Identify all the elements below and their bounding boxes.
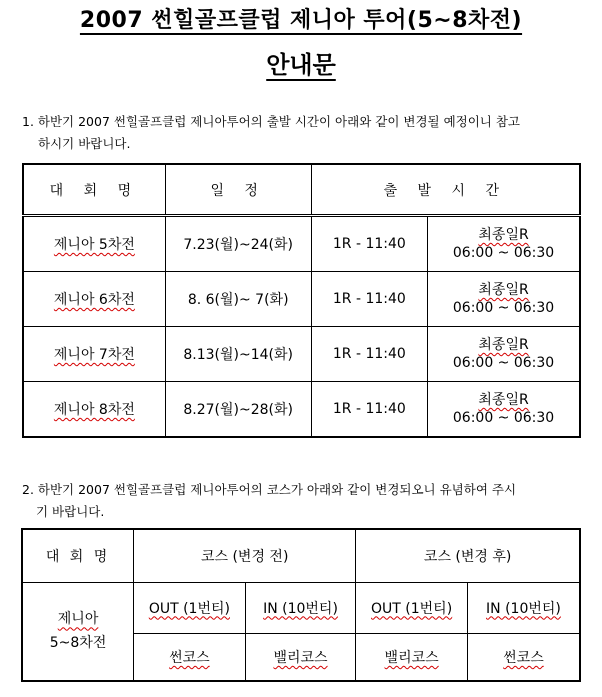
final-round-cell: 최종일R 06:00 ~ 06:30 — [428, 272, 580, 327]
table-row — [23, 382, 580, 438]
section1-text-line1: 1. 하반기 2007 썬힐골프클럽 제니아투어의 출발 시간이 아래와 같이 변경될 예정이니 참고 — [22, 114, 520, 129]
section2-text-line2: 기 바랍니다. — [36, 504, 105, 519]
schedule-header-row — [23, 164, 580, 216]
section2-text-line1: 2. 하반기 2007 썬힐골프클럽 제니아투어의 코스가 아래와 같이 변경되오니 유념하여 주시 — [22, 482, 517, 497]
event-name-cell: 제니아 5~8차전 — [22, 582, 134, 681]
event-name-cell: 제니아 6차전 — [23, 272, 165, 327]
time-cell: 1R - 11:40 — [311, 327, 428, 382]
title-line2: 안내문 — [266, 51, 336, 79]
title-line1: 2007 썬힐골프클럽 제니아 투어(5~8차전) — [79, 8, 523, 33]
header-course-after: 코스 (변경 후) — [356, 529, 580, 582]
subheader-in-before: IN (10번티) — [245, 582, 356, 633]
section2-paragraph — [22, 479, 592, 523]
course-in-before: 밸리코스 — [245, 633, 356, 681]
section1-paragraph — [22, 111, 592, 155]
document-title — [0, 10, 602, 32]
subheader-in-after: IN (10번티) — [467, 582, 580, 633]
subheader-out-after: OUT (1번티) — [356, 582, 468, 633]
date-cell: 7.23(월)~24(화) — [165, 216, 311, 272]
time-cell: 1R - 11:40 — [311, 382, 428, 438]
time-cell: 1R - 11:40 — [311, 216, 428, 272]
subheader-out-before: OUT (1번티) — [134, 582, 246, 633]
time-cell: 1R - 11:40 — [311, 272, 428, 327]
header-event-name: 대 회 명 — [22, 529, 134, 582]
header-event-name: 대 회 명 — [23, 164, 165, 216]
event-name-cell: 제니아 5차전 — [23, 216, 165, 272]
section1-text-line2: 하시기 바랍니다. — [38, 136, 131, 151]
document-subtitle — [0, 53, 602, 77]
schedule-table — [22, 163, 581, 438]
course-subheader-row — [22, 582, 580, 633]
header-start-time: 출 발 시 간 — [311, 164, 580, 216]
date-cell: 8. 6(월)~ 7(화) — [165, 272, 311, 327]
course-table — [21, 528, 581, 682]
final-round-cell: 최종일R 06:00 ~ 06:30 — [428, 382, 580, 438]
table-row — [23, 216, 580, 272]
course-header-row — [22, 529, 580, 582]
course-out-before: 썬코스 — [134, 633, 246, 681]
course-out-after: 밸리코스 — [356, 633, 468, 681]
event-name-cell: 제니아 7차전 — [23, 327, 165, 382]
header-course-before: 코스 (변경 전) — [134, 529, 356, 582]
final-round-cell: 최종일R 06:00 ~ 06:30 — [428, 216, 580, 272]
table-row — [23, 327, 580, 382]
header-schedule: 일 정 — [165, 164, 311, 216]
date-cell: 8.13(월)~14(화) — [165, 327, 311, 382]
table-row — [23, 272, 580, 327]
event-name-cell: 제니아 8차전 — [23, 382, 165, 438]
final-round-cell: 최종일R 06:00 ~ 06:30 — [428, 327, 580, 382]
date-cell: 8.27(월)~28(화) — [165, 382, 311, 438]
course-in-after: 썬코스 — [467, 633, 580, 681]
